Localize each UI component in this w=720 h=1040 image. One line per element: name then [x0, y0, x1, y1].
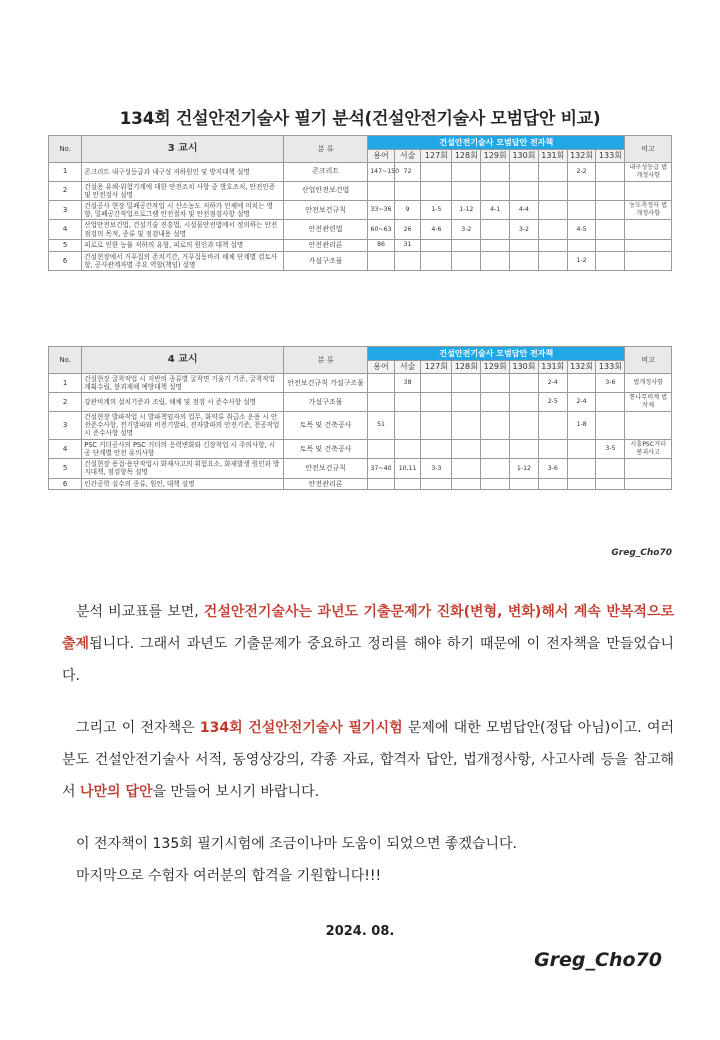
table-row	[49, 239, 672, 251]
row-cell	[421, 181, 452, 200]
header-sub-col: 132회	[567, 361, 596, 374]
row-cell: 38	[394, 374, 421, 393]
row-note	[625, 181, 672, 200]
table-row	[49, 200, 672, 219]
header-no: No.	[49, 136, 82, 163]
row-cell	[452, 478, 481, 490]
row-cell	[567, 200, 596, 219]
document-title: 134회 건설안전기술사 필기 분석(건설안전기술사 모범답안 비교)	[119, 109, 601, 129]
table-row	[49, 374, 672, 393]
table-row	[49, 393, 672, 412]
row-note	[625, 411, 672, 439]
row-note	[625, 459, 672, 478]
row-class: 안전보건규칙	[283, 200, 367, 219]
table-row	[49, 251, 672, 270]
row-cell	[452, 439, 481, 458]
row-cell: 1-2	[567, 251, 596, 270]
row-cell: 9	[394, 200, 421, 219]
row-class: 콘크리트	[283, 163, 367, 182]
row-cell	[368, 478, 395, 490]
table-row	[49, 478, 672, 490]
row-cell	[538, 220, 567, 239]
session-label: 4 교시	[82, 347, 284, 374]
row-cell	[567, 478, 596, 490]
row-cell	[481, 374, 510, 393]
session-table	[48, 135, 672, 271]
highlighted-text: 나만의 답안	[79, 784, 153, 800]
row-cell	[510, 478, 539, 490]
row-number: 3	[49, 200, 82, 219]
row-cell	[452, 181, 481, 200]
row-cell: 147~150	[368, 163, 395, 182]
row-topic: 건설현장 용접·용단작업시 화재사고의 위험요소, 화재발생 원인과 방지대책, 점검항목 설명	[82, 459, 284, 478]
row-cell: 2-4	[567, 393, 596, 412]
row-cell	[538, 251, 567, 270]
row-cell	[394, 181, 421, 200]
row-cell: 60~63	[368, 220, 395, 239]
row-topic: 인간공학 실수의 종류, 원인, 대책 설명	[82, 478, 284, 490]
row-cell	[481, 163, 510, 182]
row-cell	[368, 251, 395, 270]
row-number: 4	[49, 439, 82, 458]
row-class: 산업안전보건법	[283, 181, 367, 200]
table-row	[49, 439, 672, 458]
row-cell	[538, 200, 567, 219]
row-cell: 3-6	[538, 459, 567, 478]
row-cell: 72	[394, 163, 421, 182]
highlighted-text: 건설안전기술사는 과년도 기출문제가 진화(변형, 변화)해서 계속 반복적으로 출제	[62, 604, 674, 652]
row-cell	[596, 411, 625, 439]
header-note: 비고	[625, 347, 672, 374]
row-cell	[368, 181, 395, 200]
row-cell	[394, 251, 421, 270]
row-cell	[394, 439, 421, 458]
row-number: 1	[49, 374, 82, 393]
row-cell: 3-3	[421, 459, 452, 478]
row-number: 4	[49, 220, 82, 239]
session-table	[48, 346, 672, 490]
row-cell	[596, 459, 625, 478]
row-class: 가설구조물	[283, 393, 367, 412]
row-cell: 1-12	[452, 200, 481, 219]
body-text: 그리고 이 전자책은	[76, 720, 200, 736]
row-cell: 33~36	[368, 200, 395, 219]
row-class: 가설구조물	[283, 251, 367, 270]
table-row	[49, 181, 672, 200]
row-cell: 3-2	[452, 220, 481, 239]
header-sub-col: 133회	[596, 150, 625, 163]
header-sub-col: 132회	[567, 150, 596, 163]
header-sub-col: 129회	[481, 150, 510, 163]
header-no: No.	[49, 347, 82, 374]
paragraph-analysis	[62, 596, 674, 692]
row-note: 농도측정자 법개정사항	[625, 200, 672, 219]
header-sub-col: 131회	[538, 361, 567, 374]
row-cell	[481, 181, 510, 200]
header-sub-col: 128회	[452, 361, 481, 374]
row-number: 5	[49, 459, 82, 478]
body-text: 됩니다. 그래서 과년도 기출문제가 중요하고 정리를 해야 하기 때문에 이 전자책을 만들었습니다.	[62, 636, 674, 684]
row-cell	[596, 220, 625, 239]
row-number: 2	[49, 393, 82, 412]
row-number: 6	[49, 251, 82, 270]
header-sub-col: 131회	[538, 150, 567, 163]
row-class: 안전관리론	[283, 239, 367, 251]
row-topic: 산업안전보건법, 건설기술 진흥법, 시설물안전법에서 정의하는 안전점검의 목적, 종류 및 점검내용 설명	[82, 220, 284, 239]
row-cell	[421, 163, 452, 182]
header-ebook: 건설안전기술사 모범답안 전자책	[368, 136, 625, 150]
row-cell	[538, 163, 567, 182]
header-sub-col: 130회	[510, 361, 539, 374]
row-class: 토목 및 건축공사	[283, 411, 367, 439]
row-cell	[481, 411, 510, 439]
row-cell	[394, 411, 421, 439]
paragraph-ebook-purpose	[62, 712, 674, 808]
row-cell	[481, 251, 510, 270]
row-topic: 건설공사 현장 밀폐공간작업 시 산소농도 저하가 인체에 미치는 영향, 밀폐공간작업프로그램 안전절차 및 안전점검사항 설명	[82, 200, 284, 219]
header-ebook: 건설안전기술사 모범답안 전자책	[368, 347, 625, 361]
row-cell: 4-4	[510, 200, 539, 219]
header-sub-col: 서술	[394, 361, 421, 374]
row-cell: 2-4	[538, 374, 567, 393]
header-sub-col: 127회	[421, 361, 452, 374]
row-cell: 1-8	[567, 411, 596, 439]
row-note	[625, 478, 672, 490]
row-topic: 건설현장 발파작업 시 발파책임자의 업무, 화약류 취급소 운용 시 안전준수사항, 전기발파와 비전기발파, 전자발파의 안전기준, 천공작업 시 준수사항 설명	[82, 411, 284, 439]
header-sub-col: 용어	[368, 150, 395, 163]
table-row	[49, 411, 672, 439]
closing-line-1: 이 전자책이 135회 필기시험에 조금이나마 도움이 되었으면 좋겠습니다.	[76, 836, 517, 852]
row-cell	[421, 239, 452, 251]
row-note: 통나무비계 법 삭제	[625, 393, 672, 412]
row-cell: 3-6	[596, 374, 625, 393]
row-cell	[452, 163, 481, 182]
row-cell	[368, 439, 395, 458]
header-sub-col: 127회	[421, 150, 452, 163]
table-row	[49, 459, 672, 478]
header-class: 분 류	[283, 347, 367, 374]
row-class: 안전보건규칙 가설구조물	[283, 374, 367, 393]
paragraph-closing	[62, 828, 674, 892]
row-note: 내구성등급 법개정사항	[625, 163, 672, 182]
row-cell	[481, 459, 510, 478]
row-cell	[394, 478, 421, 490]
row-cell: 2-2	[567, 163, 596, 182]
row-number: 2	[49, 181, 82, 200]
row-cell: 2-5	[538, 393, 567, 412]
row-cell: 51	[368, 411, 395, 439]
row-topic: 콘크리트 내구성등급과 내구성 저하원인 및 방지대책 설명	[82, 163, 284, 182]
row-cell: 3-5	[596, 439, 625, 458]
row-cell	[510, 251, 539, 270]
row-cell	[596, 393, 625, 412]
row-note	[625, 251, 672, 270]
row-cell	[481, 220, 510, 239]
row-cell: 26	[394, 220, 421, 239]
row-cell	[510, 374, 539, 393]
row-cell: 1-5	[421, 200, 452, 219]
row-cell	[421, 439, 452, 458]
row-cell	[481, 239, 510, 251]
row-cell	[481, 393, 510, 412]
table-row	[49, 163, 672, 182]
row-cell	[421, 393, 452, 412]
row-cell	[567, 181, 596, 200]
row-cell	[481, 439, 510, 458]
row-cell: 4-1	[481, 200, 510, 219]
header-sub-col: 서술	[394, 150, 421, 163]
row-cell	[510, 439, 539, 458]
row-topic: 건설현장 굴착작업 시 지반의 종류별 굴착면 기울기 기준, 굴착작업 계획수립, 붕괴재해 예방대책 설명	[82, 374, 284, 393]
row-cell: 1-12	[510, 459, 539, 478]
row-cell: 86	[368, 239, 395, 251]
row-cell	[538, 239, 567, 251]
row-cell	[452, 374, 481, 393]
row-cell	[567, 459, 596, 478]
row-cell	[567, 239, 596, 251]
row-cell	[452, 459, 481, 478]
author-signature: Greg_Cho70	[534, 949, 662, 971]
row-number: 6	[49, 478, 82, 490]
row-cell	[567, 439, 596, 458]
row-cell	[596, 200, 625, 219]
row-topic: 강관비계의 설치기준과 조립, 해체 및 점검 시 준수사항 설명	[82, 393, 284, 412]
row-class: 안전관리론	[283, 478, 367, 490]
row-cell	[538, 478, 567, 490]
row-cell	[421, 411, 452, 439]
row-note: 법개정사항	[625, 374, 672, 393]
row-cell	[452, 251, 481, 270]
row-class: 안전관련법	[283, 220, 367, 239]
row-cell: 10,11	[394, 459, 421, 478]
row-cell	[596, 239, 625, 251]
row-cell	[538, 439, 567, 458]
row-class: 토목 및 건축공사	[283, 439, 367, 458]
row-cell	[421, 478, 452, 490]
row-cell	[596, 251, 625, 270]
row-number: 1	[49, 163, 82, 182]
header-note: 비고	[625, 136, 672, 163]
row-number: 3	[49, 411, 82, 439]
header-sub-col: 130회	[510, 150, 539, 163]
row-cell: 31	[394, 239, 421, 251]
header-sub-col: 129회	[481, 361, 510, 374]
table-signature: Greg_Cho70	[611, 548, 672, 558]
row-cell	[538, 411, 567, 439]
row-cell	[596, 181, 625, 200]
row-topic: 건설용 유해·위험기계에 대한 안전조치 사항 중 방호조치, 안전인증 및 안전검사 설명	[82, 181, 284, 200]
row-cell	[452, 411, 481, 439]
row-topic: 건설현장에서 거푸집의 존치기간, 거푸집동바리 해체 단계별 검토사항, 공사관계자별 주요 역할(책임) 설명	[82, 251, 284, 270]
row-cell	[421, 374, 452, 393]
highlighted-text: 134회 건설안전기술사 필기시험	[199, 720, 403, 736]
row-cell	[368, 393, 395, 412]
header-sub-col: 128회	[452, 150, 481, 163]
body-text: 분석 비교표를 보면,	[76, 604, 204, 620]
session-label: 3 교시	[82, 136, 284, 163]
header-sub-col: 133회	[596, 361, 625, 374]
row-cell	[538, 181, 567, 200]
row-cell: 4-6	[421, 220, 452, 239]
row-topic: PSC 거더공사의 PSC 거더의 응력변화와 긴장작업 시 주의사항, 시공 단계별 안전 유의사항	[82, 439, 284, 458]
row-cell	[596, 163, 625, 182]
row-cell: 3-2	[510, 220, 539, 239]
document-date: 2024. 08.	[325, 924, 395, 939]
body-text: 문제에 대한 모범답안(정답 아님)이고. 여러분도 건설안전기술사 서적, 동영상강의, 각종 자료, 합격자 답안, 법개정사항, 사고사례 등을 참고해서	[62, 720, 674, 800]
row-cell: 37~40	[368, 459, 395, 478]
row-cell	[510, 411, 539, 439]
table-row	[49, 220, 672, 239]
row-cell	[481, 478, 510, 490]
closing-line-2: 마지막으로 수험자 여러분의 합격을 기원합니다!!!	[76, 868, 382, 884]
row-note: 시흥PSC거더 붕괴사고	[625, 439, 672, 458]
row-cell	[510, 393, 539, 412]
row-cell: 4-5	[567, 220, 596, 239]
row-cell	[394, 393, 421, 412]
row-cell	[567, 374, 596, 393]
row-note	[625, 239, 672, 251]
row-cell	[452, 393, 481, 412]
row-cell	[510, 181, 539, 200]
row-cell	[510, 163, 539, 182]
row-cell	[596, 478, 625, 490]
row-note	[625, 220, 672, 239]
body-text: 을 만들어 보시기 바랍니다.	[152, 784, 320, 800]
row-cell	[421, 251, 452, 270]
row-cell	[510, 239, 539, 251]
row-topic: 피로로 인한 능률 저하의 유형, 피로의 원인과 대책 설명	[82, 239, 284, 251]
row-number: 5	[49, 239, 82, 251]
header-class: 분 류	[283, 136, 367, 163]
header-sub-col: 용어	[368, 361, 395, 374]
row-class: 안전보건규칙	[283, 459, 367, 478]
row-cell	[368, 374, 395, 393]
row-cell	[452, 239, 481, 251]
